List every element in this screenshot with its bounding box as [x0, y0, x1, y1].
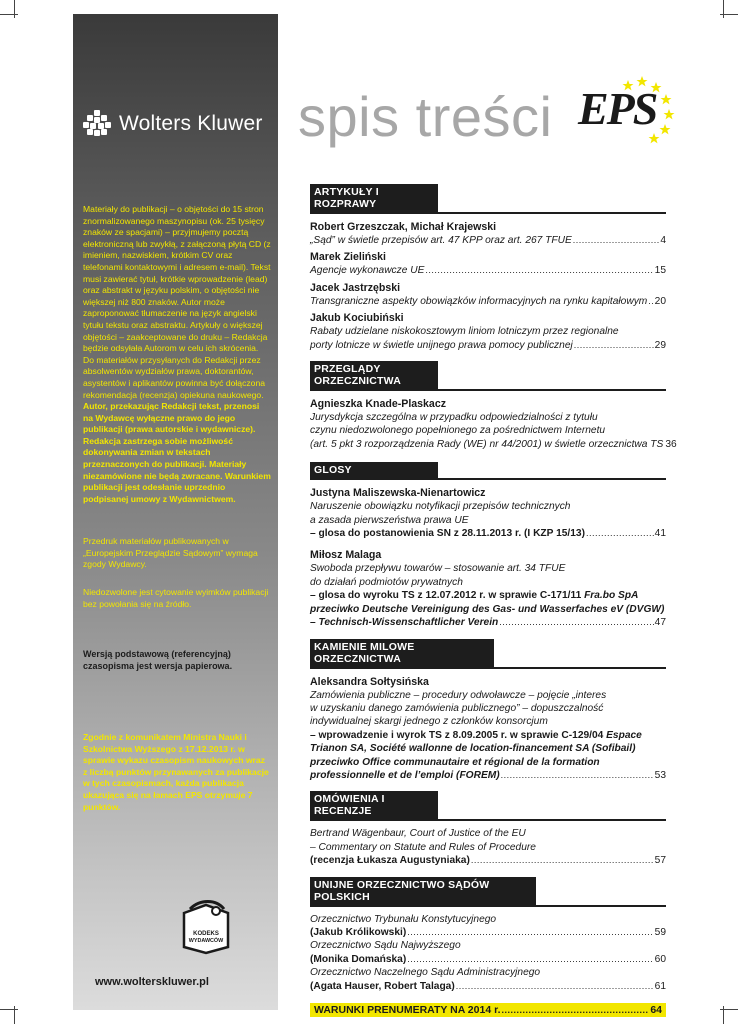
submission-info [83, 204, 271, 505]
section-heading-polish-courts: UNIJNE ORZECZNICTWO SĄDÓW POLSKICH [310, 877, 536, 905]
toc-title: do działań podmiotów prywatnych [310, 576, 463, 588]
toc-title: (art. 5 pkt 3 rozporządzenia Rady (WE) nr 44/2001) w świetle orzecznictwa TS [310, 438, 664, 450]
toc-title: czynu niedozwolonego popełnionego za pośrednictwem Internetu [310, 425, 606, 437]
toc-title: – Commentary on Statute and Rules of Procedure [310, 841, 536, 853]
toc-entry[interactable] [310, 675, 666, 783]
section-rule [310, 212, 666, 214]
toc-title: – Technisch-Wissenschaftlicher Verein [310, 617, 499, 629]
section-heading-glosses: GLOSY [310, 462, 438, 478]
toc-author: Robert Grzeszczak, Michał Krajewski [310, 221, 497, 233]
toc-title: Fra.bo SpA [584, 590, 639, 602]
toc-page-number: 4 [660, 235, 666, 246]
crop-mark [14, 0, 15, 18]
section-heading-articles: ARTYKUŁY I ROZPRAWY [310, 184, 438, 212]
toc-author: Miłosz Malaga [310, 549, 382, 562]
crop-mark [723, 0, 724, 18]
toc-page-number: 41 [654, 528, 666, 540]
toc-title: Rabaty udzielane niskokosztowym liniom lotniczym przez regionalne [310, 326, 619, 338]
subscription-terms-entry[interactable] [310, 1003, 666, 1017]
toc-title: przeciwko Office communautaire et régional de la formation [310, 756, 600, 768]
book-label-2: WYDAWCÓW [188, 938, 224, 944]
toc-author: Marek Zieliński [310, 251, 386, 264]
toc-title: – glosa do postanowienia SN z 28.11.2013 r. (I KZP 15/13) [310, 528, 585, 540]
toc-author: Aleksandra Sołtysińska [310, 675, 429, 688]
leader-dots [471, 854, 654, 867]
website-link[interactable]: www.wolterskluwer.pl [95, 976, 209, 988]
toc-entry[interactable] [310, 311, 666, 352]
leader-dots [502, 1005, 650, 1015]
publisher-name: Wolters Kluwer [119, 112, 263, 135]
toc-title: Agencje wykonawcze UE [310, 265, 425, 277]
toc-title: Orzecznictwo Trybunału Konstytucyjnego [310, 913, 497, 925]
toc-title: – glosa do wyroku TS z 12.07.2012 r. w sprawie C-171/11 [310, 590, 585, 602]
section-rule [310, 905, 666, 907]
page-title: spis treści [298, 85, 553, 148]
reprint-info: Przedruk materiałów publikowanych w „Europejskim Przeglądzie Sądowym” wymaga zgody Wydawcy. [83, 536, 258, 570]
wolters-kluwer-logo-icon [83, 110, 111, 138]
crop-mark [0, 1009, 18, 1010]
toc-page-number: 53 [654, 769, 666, 781]
crop-mark [0, 14, 18, 15]
toc-title: Orzecznictwo Naczelnego Sądu Administracyjnego [310, 967, 541, 979]
section-heading-reviews: OMÓWIENIA I RECENZJE [310, 791, 438, 819]
toc-page-number: 64 [650, 1004, 662, 1016]
toc-title: Jurysdykcja szczególna w przypadku odpowiedzialności z tytułu [310, 412, 598, 424]
toc-author: Jacek Jastrzębski [310, 281, 401, 294]
crop-mark [720, 14, 738, 15]
reference-version-info: Wersją podstawową (referencyjną) czasopisma jest wersja papierowa. [83, 649, 233, 671]
toc-author: (Jakub Królikowski) [310, 926, 407, 938]
leader-dots [574, 339, 654, 352]
toc-entry[interactable] [310, 913, 666, 940]
leader-dots [586, 527, 654, 540]
toc-entry[interactable] [310, 250, 666, 277]
toc-title: Transgraniczne aspekty obowiązków informacyjnych na rynku kapitałowym [310, 295, 648, 307]
toc-entry[interactable] [310, 486, 666, 540]
toc-author: (Monika Domańska) [310, 953, 407, 965]
eps-brand-logo: EPS [578, 83, 657, 134]
toc-title: przeciwko Deutsche Vereinigung des Gas- und Wasserfaches eV (DVGW) [310, 603, 665, 615]
toc-page-number: 60 [654, 953, 666, 965]
ministry-points-info: Zgodnie z komunikatem Ministra Nauki i Szkolnictwa Wyższego z 17.12.2013 r. w sprawie wykazu czasopism naukowych wraz z liczbą punktów przynawanych za publikacje w tych czasopismach, każda publikacja ukazująca się na łamach EPS otrzymuje 7 punktów. [83, 732, 269, 812]
toc-author: Agnieszka Knade-Plaskacz [310, 398, 447, 411]
toc-entry[interactable] [310, 827, 666, 867]
kodeks-wydawcow-book-icon [176, 899, 236, 955]
leader-dots [499, 616, 653, 629]
submission-text: Materiały do publikacji – o objętości do 15 stron znormalizowanego maszynopisu (ok. 25 tysięcy znaków ze spacjami) – przyjmujemy pocztą elektroniczną lub zwykłą, z załączoną płytą CD (z imieniem, nazwiskiem, krótkim CV oraz telefonami kontaktowymi i adresem e-mail). Tekst musi zawierać tytuł, krótkie wprowadzenie (lead) oraz abstrakt w języku polskim, o objętości nie większej niż 800 znaków. Autor może zaproponować tłumaczenie na język angielski tytułu tekstu oraz abstraktu. Artykuły o większej objętości – zaakceptowane do druku – Redakcja będzie odsyłała Autorom w celu ich skrócenia. Do materiałów przysyłanych do Redakcji przez absolwentów wydziałów prawa, doktorantów, asystentów i aplikantów powinna być dołączona rekomendacja (recenzja) opiekuna naukowego. [83, 204, 271, 400]
toc-title: Swoboda przepływu towarów – stosowanie art. 34 TFUE [310, 563, 566, 575]
leader-dots [407, 926, 653, 939]
toc-title: Zamówienia publiczne – procedury odwoławcze – pojęcie „interes [310, 689, 607, 701]
section-rule [310, 389, 666, 391]
leader-dots [501, 769, 654, 782]
toc-page-number: 47 [654, 617, 666, 629]
leader-dots [425, 264, 653, 277]
book-label-1: KODEKS [193, 931, 219, 937]
toc-title: indywidualnej skargi jednego z członków konsorcjum [310, 716, 548, 728]
toc-title: Naruszenie obowiązku notyfikacji przepisów technicznych [310, 501, 571, 513]
toc-author: Jakub Kociubiński [310, 312, 404, 325]
toc-title: Espace [606, 729, 642, 741]
toc-entry[interactable] [310, 220, 666, 247]
toc-title: w uzyskaniu danego zamówienia publicznego” – dopuszczalność [310, 702, 604, 714]
subscription-terms-label: WARUNKI PRENUMERATY NA 2014 r. [314, 1004, 501, 1016]
toc-page-number: 57 [654, 855, 666, 867]
toc-title: Orzecznictwo Sądu Najwyższego [310, 940, 461, 952]
citation-info: Niedozwolone jest cytowanie wyimków publikacji bez powołania się na źródło. [83, 587, 269, 609]
toc-page-number: 61 [654, 980, 666, 992]
toc-title: professionnelle et de l’emploi (FOREM) [310, 769, 500, 781]
toc-title: – wprowadzenie i wyrok TS z 8.09.2005 r. w sprawie C-129/04 [310, 729, 607, 741]
section-rule [310, 478, 666, 480]
leader-dots [648, 295, 653, 308]
publisher-logo [83, 110, 263, 138]
toc-page-number: 15 [654, 265, 666, 277]
toc-title: porty lotnicze w świetle unijnego prawa pomocy publicznej [310, 339, 573, 351]
toc-author: Justyna Maliszewska-Nienartowicz [310, 487, 486, 500]
section-heading-case-law-reviews: PRZEGLĄDY ORZECZNICTWA [310, 361, 438, 389]
toc-entry[interactable] [310, 966, 666, 993]
sidebar [73, 14, 278, 1010]
toc-title: „Sąd” w świetle przepisów art. 47 KPP oraz art. 267 TFUE [310, 235, 572, 246]
toc-entry[interactable] [310, 548, 666, 629]
toc-title: Trianon SA, Société wallonne de location-financement SA (Sofibail) [310, 743, 636, 755]
toc-entry[interactable] [310, 281, 666, 308]
toc-title: (recenzja Łukasza Augustyniaka) [310, 855, 470, 867]
section-rule [310, 819, 666, 821]
toc-page-number: 59 [654, 926, 666, 938]
toc-entry[interactable] [310, 939, 666, 966]
crop-mark [720, 1009, 738, 1010]
leader-dots [573, 234, 660, 247]
rights-text: Autor, przekazując Redakcji tekst, przenosi na Wydawcę wyłączne prawo do jego publikacji (prawa autorskie i wydawnicze). Redakcja zastrzega sobie możliwość dokonywania zmian w tekstach przeznaczonych do publikacji. Materiały niezamówione nie będą zwracane. Warunkiem publikacji jest odesłanie uprzednio podpisanej umowy z Wydawnictwem. [83, 401, 271, 504]
toc-title: Bertrand Wägenbaur, Court of Justice of the EU [310, 828, 526, 840]
toc-page-number: 36 [665, 438, 677, 450]
toc-page-number: 20 [654, 295, 666, 307]
section-heading-milestones: KAMIENIE MILOWE ORZECZNICTWA [310, 639, 494, 667]
table-of-contents [310, 184, 677, 1017]
toc-author: (Agata Hauser, Robert Talaga) [310, 980, 455, 992]
toc-entry[interactable] [310, 397, 677, 451]
toc-page-number: 29 [654, 339, 666, 351]
section-rule [310, 667, 666, 669]
leader-dots [407, 953, 653, 966]
toc-title: a zasada pierwszeństwa prawa UE [310, 514, 469, 526]
leader-dots [456, 980, 654, 993]
